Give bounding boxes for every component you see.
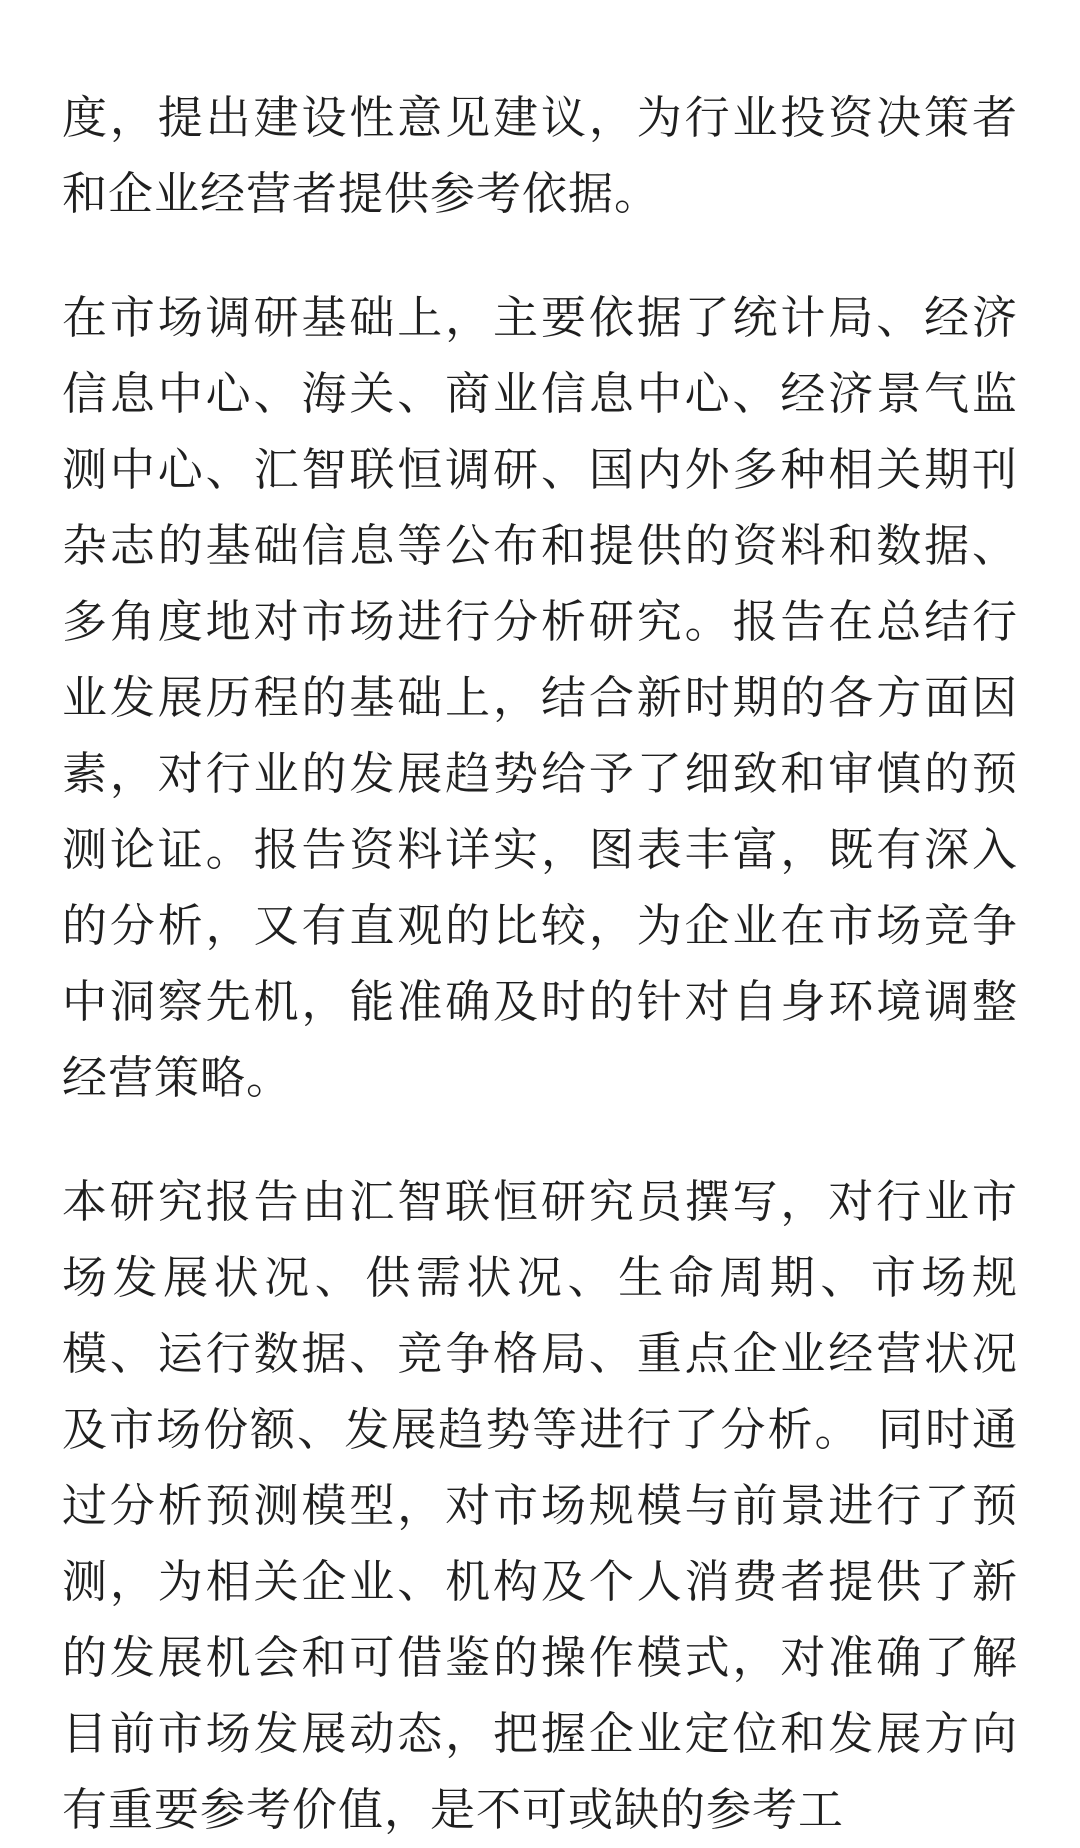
article-body bbox=[62, 80, 1018, 1848]
paragraph-3: 本研究报告由汇智联恒研究员撰写，对行业市场发展状况、供需状况、生命周期、市场规模、运行数据、竞争格局、重点企业经营状况及市场份额、发展趋势等进行了分析。 同时通过分析预测模型，对市场规模与前景进行了预测，为相关企业、机构及个人消费者提供了新的发展机会和可借鉴的操作模式，对准确了解目前市场发展动态，把握企业定位和发展方向有重要参考价值，是不可或缺的参考工 bbox=[62, 1175, 1018, 1836]
paragraph-2: 在市场调研基础上，主要依据了统计局、经济信息中心、海关、商业信息中心、经济景气监测中心、汇智联恒调研、国内外多种相关期刊杂志的基础信息等公布和提供的资料和数据、多角度地对市场进行分析研究。报告在总结行业发展历程的基础上，结合新时期的各方面因素，对行业的发展趋势给予了细致和审慎的预测论证。报告资料详实，图表丰富，既有深入的分析，又有直观的比较，为企业在市场竞争中洞察先机，能准确及时的针对自身环境调整经营策略。 bbox=[62, 291, 1018, 1104]
paragraph-1: 度，提出建设性意见建议，为行业投资决策者和企业经营者提供参考依据。 bbox=[62, 91, 1018, 220]
